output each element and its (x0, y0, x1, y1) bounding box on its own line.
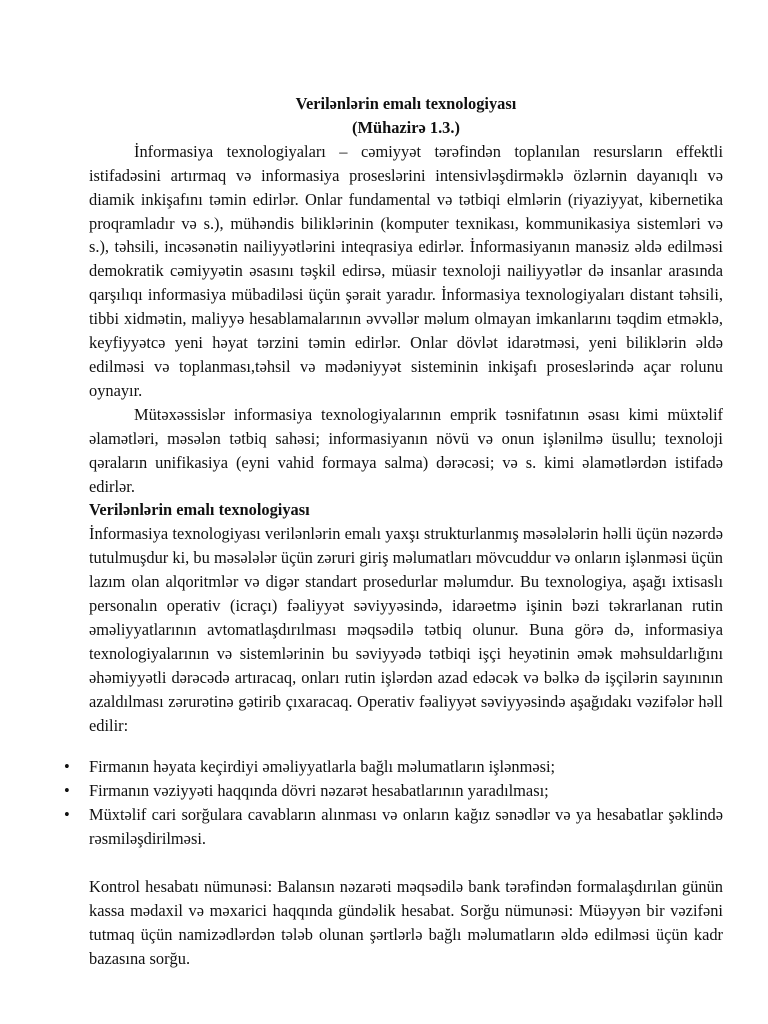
document-page (64, 92, 723, 971)
list-item-text: Müxtəlif cari sorğulara cavabların alınması və onların kağız sənədlər və ya hesabatlar şəklində rəsmiləşdirilməsi. (89, 805, 723, 849)
list-item (64, 779, 723, 803)
bullet-icon: • (64, 781, 70, 801)
bullet-icon: • (64, 805, 70, 825)
list-item-text: Firmanın vəziyyəti haqqında dövri nəzarət hesabatlarının yaradılması; (89, 781, 549, 801)
list-item-text: Firmanın həyata keçirdiyi əməliyyatlarla bağlı məlumatların işlənməsi; (89, 757, 556, 777)
task-list (64, 755, 723, 851)
list-item (64, 755, 723, 779)
bullet-icon: • (64, 757, 70, 777)
section-heading: Verilənlərin emalı texnologiyası (89, 500, 310, 520)
paragraph-intro: İnformasiya texnologiyaları – cəmiyyət tərəfindən toplanılan resursların effektli istifadəsini artırmaq və informasiya proseslərini intensivləşdirməklə özlərnin dayanıqlı və diamik inkişafını təmin edirlər. Onlar fundamental və tətbiqi elmlərin (riyaziyyat, kibernetika proqramladır və s.), mühəndis biliklərinin (komputer texnikası, kommunikasiya sistemləri və s.), təhsili, incəsənətin nailiyyətlərini inteqrasiya edirlər. İnformasiyanın manəsiz əldə edilməsi demokratik cəmiyyətin əsasını təşkil edirsə, müasir texnoloji nailiyyətlər də insanlar arasında qarşılıqı informasiya mübadiləsi üçün şərait yaradır. İnformasiya texnologiyaları distant təhsili, tibbi xidmətin, maliyyə hesablamalarının əvvəllər məlum olmayan imkanlarını təqdim etməklə, keyfiyyətcə yeni həyat tərzini təmin edirlər. Onlar dövlət idarətməsi, yeni biliklərin əldə edilməsi və toplanması,təhsil və mədəniyyət sisteminin inkişafı proseslərində açar rolunu oynayır. (89, 141, 723, 400)
document-title: Verilənlərin emalı texnologiyası (295, 94, 517, 113)
paragraph-classification: Mütəxəssislər informasiya texnologiyalarının emprik təsnifatının əsası kimi müxtəlif əlamətləri, məsələn tətbiq sahəsi; informasiyanın növü və onun işlənilmə üsullu; texnoloji qəraların unifikasiya (eyni vahid formaya salma) dərəcəsi; və s. kimi əlamətlərdən istifadə edirlər. (89, 404, 723, 496)
paragraph-data-processing: İnformasiya texnologiyası verilənlərin emalı yaxşı strukturlanmış məsələlərin həlli üçün nəzərdə tutulmuşdur ki, bu məsələlər üçün zəruri giriş məlumatları mövcuddur və onların işlənməsi üçün lazım olan alqoritmlər və digər standart prosedurlar məlumdur. Bu texnologiya, aşağı ixtisaslı personalın operativ (icraçı) fəaliyyət səviyyəsində, idarəetmə işinin bəzi təkrarlanan rutin əməliyyatlarının avtomatlaşdırılması məqsədilə tətbiq olunur. Buna görə də, informasiya texnologiyalarının və sistemlərinin bu səviyyədə tətbiqi işçi heyətinin əmək məhsuldarlığını əhəmiyyətli dərəcədə artıracaq, onları rutin işlərdən azad edəcək və bəlkə də işçilərin sayınının azaldılması zərurətinə gətirib çıxaracaq. Operativ fəaliyyət səviyyəsində aşağıdakı vəzifələr həll edilir: (89, 524, 723, 735)
paragraph-examples: Kontrol hesabatı nümunəsi: Balansın nəzarəti məqsədilə bank tərəfindən formalaşdırılan günün kassa mədaxil və məxarici haqqında gündəlik hesabat. Sorğu nümunəsi: Müəyyən bir vəzifəni tutmaq üçün namizədlərdən tələb olunan şərtlərlə bağlı məlumatların əldə edilməsi üçün kadr bazasına sorğu. (89, 877, 723, 968)
list-item (64, 803, 723, 851)
document-subtitle: (Mühazirə 1.3.) (352, 117, 460, 137)
